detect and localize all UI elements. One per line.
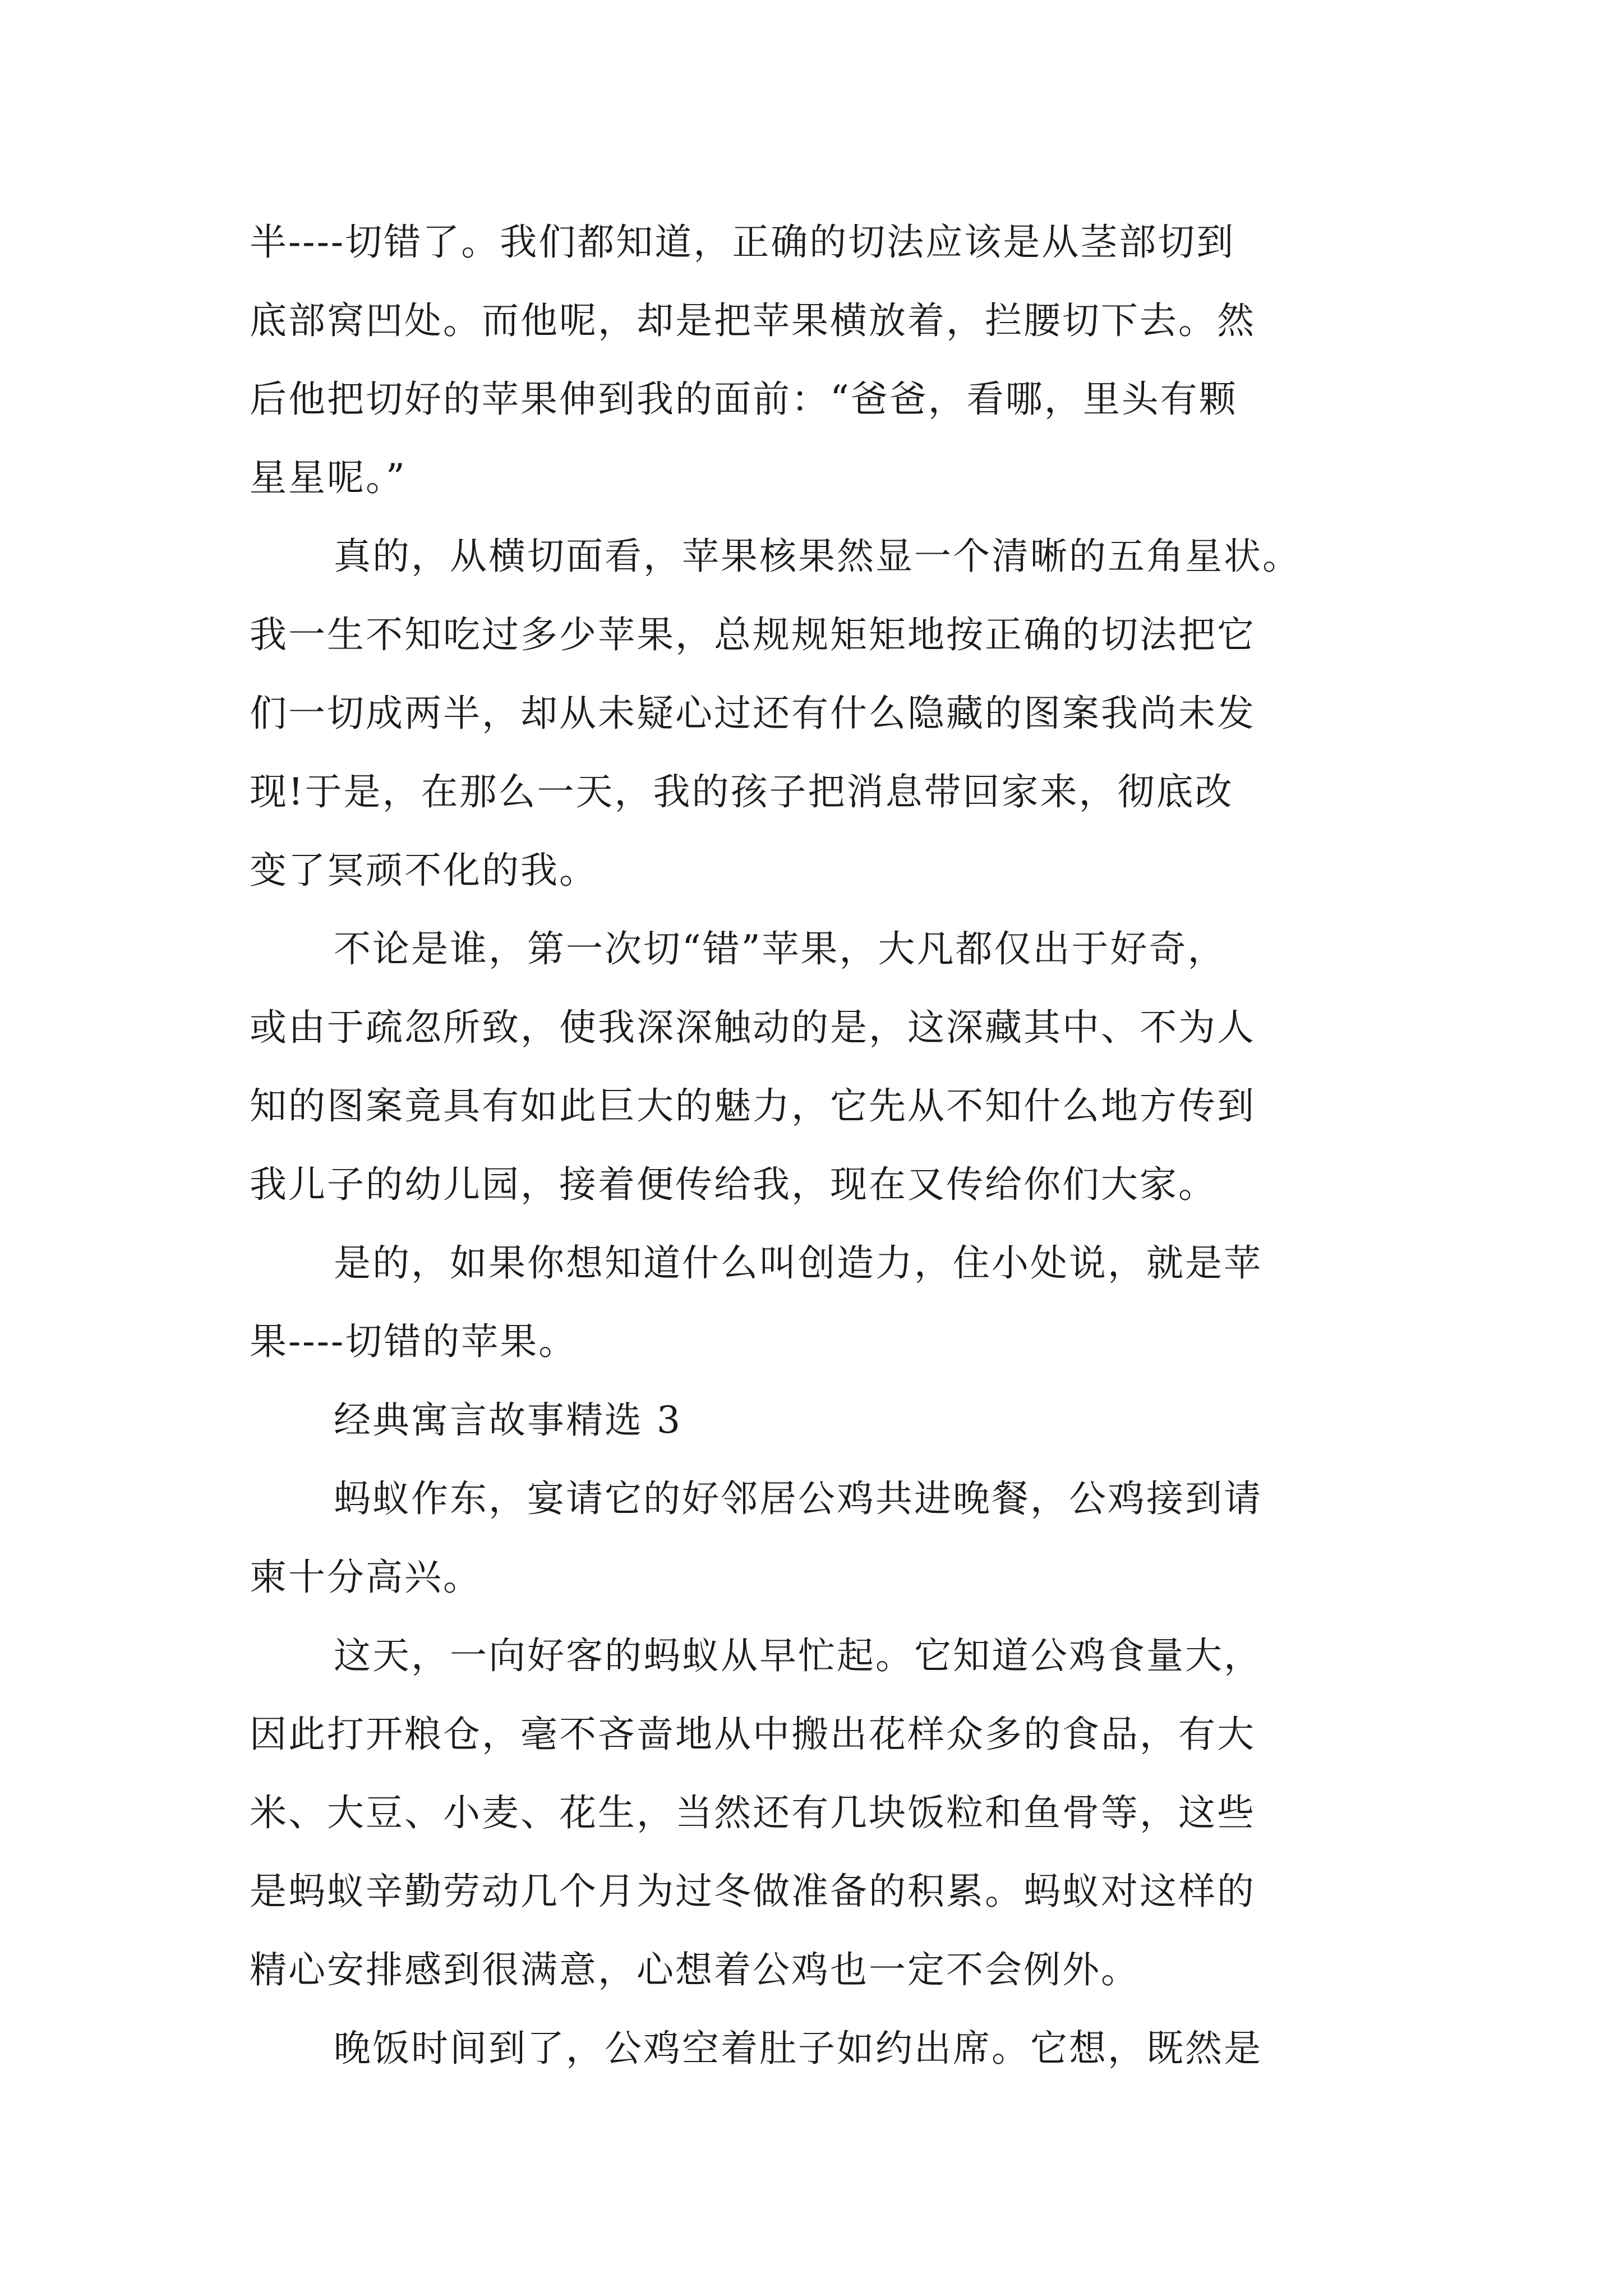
text-line: 不论是谁，第一次切“错”苹果，大凡都仅出于好奇， (334, 927, 1227, 970)
text-line: 蚂蚁作东，宴请它的好邻居公鸡共进晚餐，公鸡接到请 (334, 1477, 1262, 1520)
text-line: 星星呢。” (250, 456, 407, 499)
text-line: 真的，从横切面看，苹果核果然显一个清晰的五角星状。 (334, 535, 1301, 578)
text-line: 是的，如果你想知道什么叫创造力，住小处说，就是苹 (334, 1241, 1262, 1285)
text-line: 米、大豆、小麦、花生，当然还有几块饭粒和鱼骨等，这些 (250, 1791, 1256, 1834)
text-line: 这天，一向好客的蚂蚁从早忙起。它知道公鸡食量大， (334, 1634, 1262, 1677)
text-line: 变了冥顽不化的我。 (250, 849, 598, 892)
text-line: 半----切错了。我们都知道，正确的切法应该是从茎部切到 (250, 220, 1235, 264)
text-line: 是蚂蚁辛勤劳动几个月为过冬做准备的积累。蚂蚁对这样的 (250, 1870, 1256, 1913)
text-line: 因此打开粮仓，毫不吝啬地从中搬出花样众多的食品，有大 (250, 1713, 1256, 1756)
text-line: 柬十分高兴。 (250, 1556, 482, 1599)
text-line: 或由于疏忽所致，使我深深触动的是，这深藏其中、不为人 (250, 1006, 1256, 1049)
text-line: 底部窝凹处。而他呢，却是把苹果横放着，拦腰切下去。然 (250, 299, 1256, 342)
text-line: 现!于是，在那么一天，我的孩子把消息带回家来，彻底改 (250, 770, 1234, 813)
text-line: 果----切错的苹果。 (250, 1320, 578, 1363)
text-line: 我一生不知吃过多少苹果，总规规矩矩地按正确的切法把它 (250, 613, 1256, 656)
text-line: 精心安排感到很满意，心想着公鸡也一定不会例外。 (250, 1948, 1140, 1991)
text-line: 后他把切好的苹果伸到我的面前：“爸爸，看哪，里头有颗 (250, 378, 1238, 421)
text-line: 经典寓言故事精选 3 (334, 1398, 682, 1442)
text-line: 们一切成两半，却从未疑心过还有什么隐藏的图案我尚未发 (250, 692, 1256, 735)
text-line: 我儿子的幼儿园，接着便传给我，现在又传给你们大家。 (250, 1163, 1217, 1206)
document-body (250, 203, 1382, 2088)
text-line: 知的图案竟具有如此巨大的魅力，它先从不知什么地方传到 (250, 1084, 1256, 1128)
text-line: 晚饭时间到了，公鸡空着肚子如约出席。它想，既然是 (334, 2027, 1262, 2070)
